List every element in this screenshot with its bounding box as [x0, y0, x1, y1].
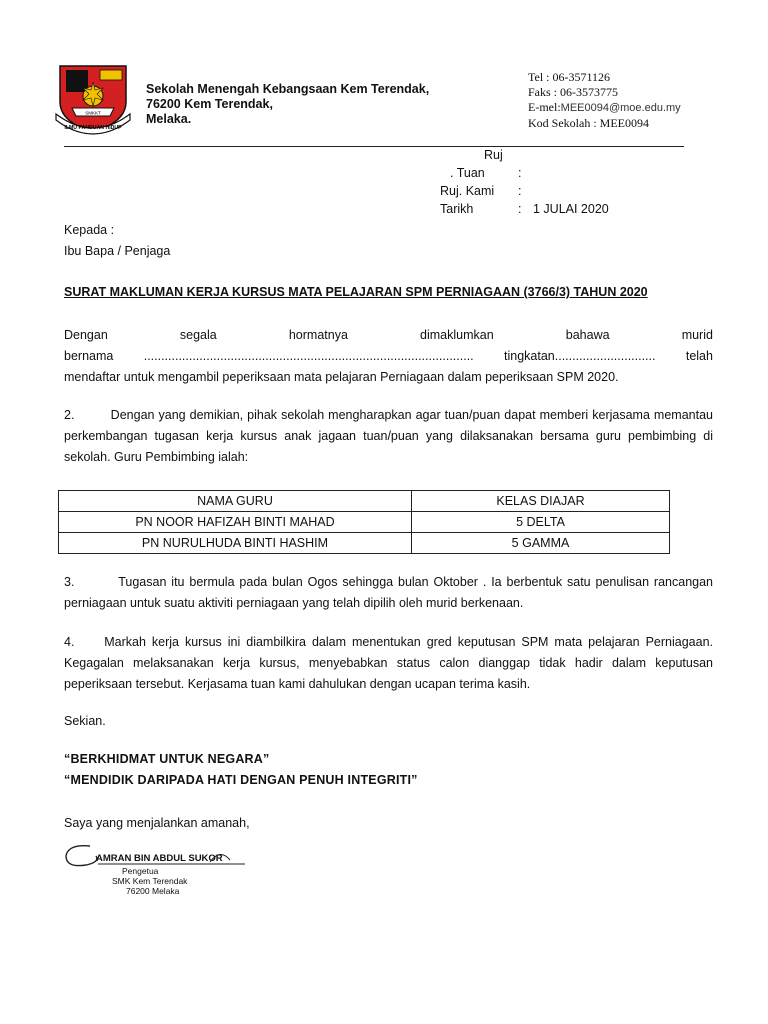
word: bernama [64, 349, 114, 363]
motto-1: “BERKHIDMAT UNTUK NEGARA” [64, 752, 270, 766]
signatory-name: AMRAN BIN ABDUL SUKOR [96, 853, 223, 864]
letterhead-divider [64, 146, 684, 147]
para1-line3: mendaftar untuk mengambil peperiksaan mata pelajaran Perniagaan dalam peperiksaan SPM 2020. [64, 370, 619, 384]
ref-key: Tarikh [440, 202, 474, 216]
address-state: Melaka. [146, 112, 192, 126]
email-label: E-mel: [528, 100, 561, 114]
paragraph-4: 4. Markah kerja kursus ini diambilkira dalam menentukan gred keputusan SPM mata pelajaran Perniagaan. Kegagalan melaksanakan kerja kursus, menyebabkan status calon dianggap tidak hadir dalam keputusan peperiksaan tersebut. Kerjasama tuan kami dahulukan dengan ucapan terima kasih. [64, 635, 717, 691]
table-cell: PN NURULHUDA BINTI HASHIM [59, 533, 412, 554]
recipient-name: Ibu Bapa / Penjaga [64, 244, 171, 258]
word: murid [681, 328, 713, 342]
para1-line2 [64, 346, 713, 367]
paragraph-1 [64, 325, 713, 388]
ref-key: Ruj [484, 148, 503, 162]
para1-line1 [64, 325, 713, 346]
word: segala [179, 328, 217, 342]
motto-block [64, 749, 418, 791]
paragraph-3: 3. Tugasan itu bermula pada bulan Ogos sehingga bulan Oktober . Ia berbentuk satu penulisan rancangan perniagaan untuk suatu aktiviti perniagaan yang telah dipilih oleh murid berkenaan. [64, 575, 717, 610]
svg-text:ILMU PANDUAN HIDUP: ILMU PANDUAN HIDUP [64, 125, 122, 131]
email-address: MEE0094@moe.edu.my [560, 102, 681, 114]
school-logo [52, 62, 134, 138]
letter-title: SURAT MAKLUMAN KERJA KURSUS MATA PELAJARAN SPM PERNIAGAAN (3766/3) TAHUN 2020 [64, 285, 648, 299]
recipient [64, 220, 713, 262]
signatory-title: Pengetua [122, 866, 159, 876]
kepada-label: Kepada : [64, 223, 115, 237]
motto-2: “MENDIDIK DARIPADA HATI DENGAN PENUH INTEGRITI” [64, 773, 418, 787]
table-header-row [59, 491, 670, 512]
word: Dengan [64, 328, 108, 342]
school-code: Kod Sekolah : MEE0094 [528, 116, 649, 130]
address-line: 76200 Kem Terendak, [146, 97, 273, 111]
email-line [528, 100, 681, 116]
tingkatan-blank: tingkatan............................. [504, 349, 656, 363]
paragraph-2: 2. Dengan yang demikian, pihak sekolah mengharapkan agar tuan/puan dapat memberi kerjasama memantau perkembangan tugasan kerja kursus anak jagaan tuan/puan yang dilaksanakan bersama guru pembimbing di sekolah. Guru Pembimbing ialah: [64, 408, 717, 464]
signatory-postcode: 76200 Melaka [126, 886, 180, 896]
signatory-school: SMK Kem Terendak [112, 876, 188, 886]
contact-block [528, 70, 681, 131]
table-header: KELAS DIAJAR [412, 491, 670, 512]
word: hormatnya [288, 328, 348, 342]
table-cell: PN NOOR HAFIZAH BINTI MAHAD [59, 512, 412, 533]
svg-text:SMKKT: SMKKT [85, 110, 101, 116]
table-header: NAMA GURU [59, 491, 412, 512]
teacher-table [58, 490, 670, 554]
school-address [146, 82, 429, 127]
school-name: Sekolah Menengah Kebangsaan Kem Terendak, [146, 82, 430, 96]
table-cell: 5 DELTA [412, 512, 670, 533]
ref-colon: : [518, 202, 522, 216]
closing: Sekian. [64, 714, 106, 728]
table-row [59, 533, 670, 554]
table-cell: 5 GAMMA [412, 533, 670, 554]
sign-off: Saya yang menjalankan amanah, [64, 816, 250, 830]
ref-key: . Tuan [450, 166, 485, 180]
ref-colon: : [518, 166, 522, 180]
word: dimaklumkan [420, 328, 494, 342]
name-blank: ............................................................................................... [143, 349, 474, 363]
tel: Tel : 06-3571126 [528, 70, 611, 84]
ref-key: Ruj. Kami [440, 184, 495, 198]
date-value: 1 JULAI 2020 [533, 202, 609, 216]
signatory-details [112, 866, 187, 896]
table-row [59, 512, 670, 533]
word: bahawa [565, 328, 610, 342]
word: telah [685, 349, 713, 363]
faks: Faks : 06-3573775 [528, 85, 618, 99]
ref-colon: : [518, 184, 522, 198]
